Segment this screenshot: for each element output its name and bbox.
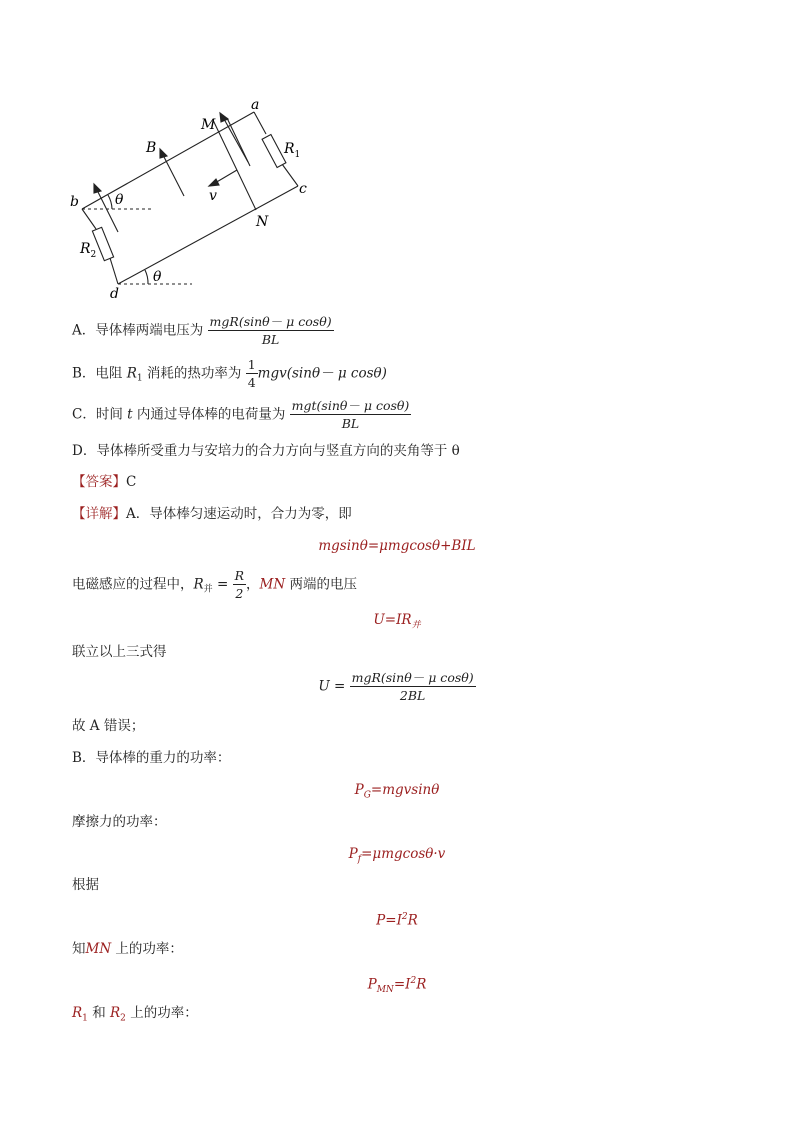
option-c [72,398,411,431]
eq5-p: P [354,782,364,798]
option-c-t: t [127,406,133,423]
line8-prefix: 知 [72,941,86,957]
eq7-sup: 2 [401,912,408,922]
resistor-r1 [262,135,286,168]
line2-r: R [193,576,204,593]
eq8-p: P [367,976,377,993]
label-a: a [251,97,260,113]
detail-label: 【详解】 [72,506,126,522]
detail-line-4: 故 A 错误； [72,718,145,734]
equation-7 [0,908,794,930]
label-c: c [299,181,307,197]
option-b-suffix: mgv(sinθ－ μ cosθ) [257,365,387,382]
eq2-sub: 并 [411,620,421,631]
line2-denominator: 2 [235,586,244,601]
option-c-fraction [290,398,412,431]
eq3-numerator: mgR(sinθ－ μ cosθ) [351,670,474,685]
line8-mn: MN [85,941,112,957]
equation-2 [0,611,794,635]
equation-5 [0,781,794,805]
b-field-arrow-right [224,119,248,162]
option-b [72,357,387,390]
equation-8 [0,972,794,999]
label-r1: $R_1$ [284,141,301,160]
option-c-middle: 内通过导体棒的电荷量为 [132,406,286,423]
option-b-r-sub: 1 [136,373,143,384]
line9-r2-sub: 2 [120,1013,126,1024]
label-d: d [110,286,119,302]
option-b-prefix: B．电阻 [72,365,127,382]
answer-label: 【答案】 [72,474,126,490]
detail-line-8 [72,940,183,958]
label-b-point: b [70,194,79,210]
line8-suffix: 上的功率： [111,941,183,957]
angle-arc-top [108,195,112,209]
label-n: N [256,214,269,230]
line2-numerator: R [234,568,245,583]
option-c-denominator: BL [341,416,360,431]
option-b-r: R [126,365,137,382]
option-d: D．导体棒所受重力与安培力的合力方向与竖直方向的夹角等于 θ [72,443,460,459]
circuit-diagram [60,90,320,305]
line2-r-sub: 并 [203,584,213,595]
label-r2: $R_2$ [80,241,97,260]
option-c-prefix: C．时间 [72,406,128,423]
eq6-sub: f [357,854,362,865]
label-theta-top: θ [115,192,124,208]
line2-fraction [233,568,246,601]
label-m: M [201,117,216,133]
line9-r1-sub: 1 [82,1013,88,1024]
eq2-main: U=IR [373,612,412,628]
detail-line-6: 摩擦力的功率： [72,814,167,830]
answer [72,473,136,491]
eq5-sub: G [363,790,371,801]
line9-r1: R [72,1005,83,1021]
eq6-rest: =μmgcosθ·v [361,846,446,862]
option-a-numerator: mgR(sinθ－ μ cosθ) [209,314,332,329]
detail-line-7: 根据 [72,877,99,893]
line2-eq: = [212,576,233,593]
detail-line-9 [72,1004,198,1028]
eq5-rest: =mgvsinθ [370,782,440,798]
option-b-denominator: 4 [247,375,256,390]
label-b-field: B [146,140,157,156]
detail-intro-text: A．导体棒匀速运动时，合力为零，即 [126,506,352,522]
eq8-rhs: R [416,976,427,993]
eq3-denominator: 2BL [399,688,426,703]
detail-line-5: B．导体棒的重力的功率： [72,750,231,766]
equation-1: mgsinθ=μmgcosθ+BIL [318,538,476,554]
eq8-lhs: =I [393,976,411,993]
angle-arc-bottom [145,270,148,284]
line9-r2: R [110,1005,121,1021]
detail-line-3: 联立以上三式得 [72,644,167,660]
b-field-arrow-center [163,155,184,196]
eq7-lhs: P=I [376,912,402,929]
eq3-lhs: U = [318,678,350,695]
equation-6 [0,845,794,869]
line2-suffix: 两端的电压 [285,576,357,593]
option-b-numerator: 1 [247,357,256,372]
eq8-sup: 2 [410,976,417,986]
answer-value: C [126,474,137,490]
option-a [72,314,334,347]
line9-mid: 和 [87,1005,110,1021]
option-b-middle: 消耗的热功率为 [142,365,242,382]
option-b-fraction [246,357,258,390]
velocity-arrow [215,170,237,183]
label-v: v [209,188,217,204]
option-a-prefix: A．导体棒两端电压为 [72,322,204,339]
detail-line-2: 电磁感应的过程中，$R_并$ = $\frac{R}{2}$ ，MN 两端的电压 [72,568,357,601]
rail-d-c [118,186,298,284]
equation-3 [0,670,794,703]
line2-prefix: 电磁感应的过程中， [72,576,194,593]
eq3-fraction [350,670,476,703]
eq8-sub: MN [376,985,394,996]
eq7-rhs: R [407,912,418,929]
option-c-numerator: mgt(sinθ－ μ cosθ) [291,398,410,413]
option-a-fraction [208,314,334,347]
eq6-p: P [348,846,358,862]
label-theta-bottom: θ [153,269,162,285]
line9-suffix: 上的功率： [125,1005,198,1021]
detail-intro [72,505,352,523]
option-a-denominator: BL [261,332,280,347]
line2-mn: MN [259,576,286,593]
